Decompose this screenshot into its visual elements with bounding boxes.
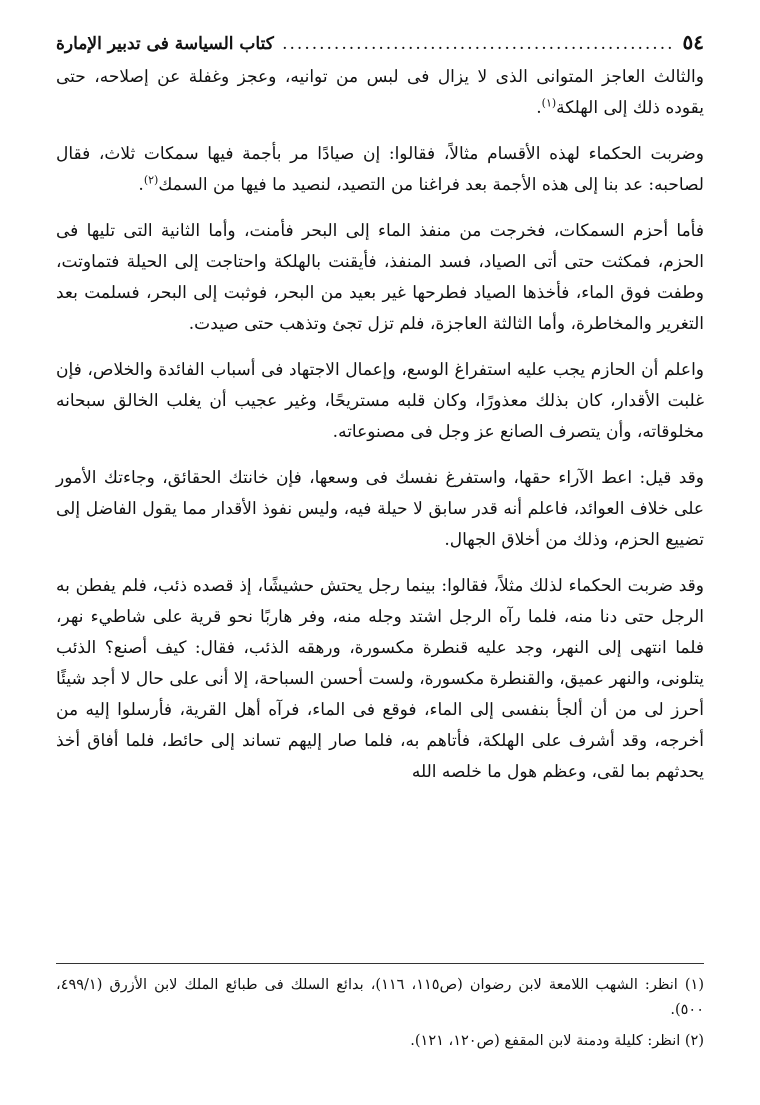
footnote: (٢) انظر: كليلة ودمنة لابن المقفع (ص١٢٠، ١٢١). [410, 1033, 704, 1049]
body-text [56, 62, 704, 788]
page [56, 28, 704, 1049]
footnotes [56, 973, 704, 1060]
paragraph-tail: . [138, 175, 144, 195]
book-title: كتاب السياسة فى تدبير الإمارة [56, 34, 274, 54]
paragraph [56, 139, 704, 201]
paragraph-text: وضربت الحكماء لهذه الأقسام مثالاً، فقالوا: إن صيادًا مر بأجمة فيها سمكات ثلاث، فقال لصاحبه: عد بنا إلى هذه الأجمة بعد فراغنا من التصيد، لنصيد ما فيها من السمك [56, 144, 704, 195]
paragraph-text: وقد ضربت الحكماء لذلك مثلاً، فقالوا: بينما رجل يحتش حشيشًا، إذ قصده ذئب، فلم يفطن به الرجل حتى دنا منه، فلما رآه الرجل اشتد وجله منه، وفر هاربًا نحو قرية على شاطيء نهر، فلما انتهى إلى النهر، وجد عليه قنطرة مكسورة، ورهقه الذئب، فقال: كيف أصنع؟ الذئب يتلونى، والنهر عميق، والقنطرة مكسورة، ولست أحسن السباحة، إلا أنى على حال لا أجد شيئًا أحرز لى من أن ألجأ بنفسى إلى الماء، فوقع فى الماء، فرآه أهل القرية، فأرسلوا إليه من أخرجه، وقد أشرف على الهلكة، فأتاهم به، فلما صار إليهم تساند إلى حائط، فلما أفاق أخذ يحدثهم بما لقى، وعظم هول ما خلصه الله [56, 576, 704, 782]
paragraph-text: وقد قيل: اعط الآراء حقها، واستفرغ نفسك فى وسعها، فإن خانتك الحقائق، وجاءتك الأمور على خلاف العوائد، فاعلم أنه قدر سابق لا حيلة فيه، وليس نفوذ الأقدار مما يقول الفاضل إلى تضييع الحزم، وذلك من أخلاق الجهال. [56, 468, 704, 550]
footnote-ref[interactable]: (١) [541, 96, 557, 110]
paragraph-tail: . [536, 98, 542, 118]
footnote-separator [56, 963, 704, 964]
footnote: (١) انظر: الشهب اللامعة لابن رضوان (ص١١٥، ١١٦)، بدائع السلك فى طبائع الملك لابن الأزرق (٤٩٩/١، ٥٠٠). [56, 977, 704, 1018]
leader-dots [282, 30, 675, 58]
paragraph [56, 463, 704, 556]
running-header [56, 28, 704, 58]
paragraph [56, 62, 704, 124]
page-number: ٥٤ [682, 30, 704, 54]
footnote-ref[interactable]: (٢) [143, 173, 159, 187]
paragraph-text: والثالث العاجز المتوانى الذى لا يزال فى لبس من توانيه، وعجز وغفلة عن إصلاحه، حتى يقوده ذلك إلى الهلكة [56, 67, 704, 118]
paragraph-text: فأما أحزم السمكات، فخرجت من منفذ الماء إلى البحر فأمنت، وأما الثانية التى تليها فى الحزم، فمكثت حتى أتى الصياد، فسد المنفذ، فأيقنت بالهلكة واحتاجت إلى الحيلة فتماوتت، وطفت فوق الماء، فأخذها الصياد فطرحها غير بعيد من البحر، فوثبت إلى البحر، فسلمت بعد التغرير والمخاطرة، وأما الثالثة العاجزة، فلم تزل تجئ وتذهب حتى صيدت. [56, 221, 704, 334]
paragraph-text: واعلم أن الحازم يجب عليه استفراغ الوسع، وإعمال الاجتهاد فى أسباب الفائدة والخلاص، فإن غلبت الأقدار، كان بذلك معذورًا، وكان قلبه مستريحًا، وغير عجيب أن يغلب الخالق سبحانه مخلوقاته، وأن يتصرف الصانع عز وجل فى مصنوعاته. [56, 360, 704, 442]
paragraph [56, 216, 704, 340]
paragraph [56, 571, 704, 788]
paragraph [56, 355, 704, 448]
